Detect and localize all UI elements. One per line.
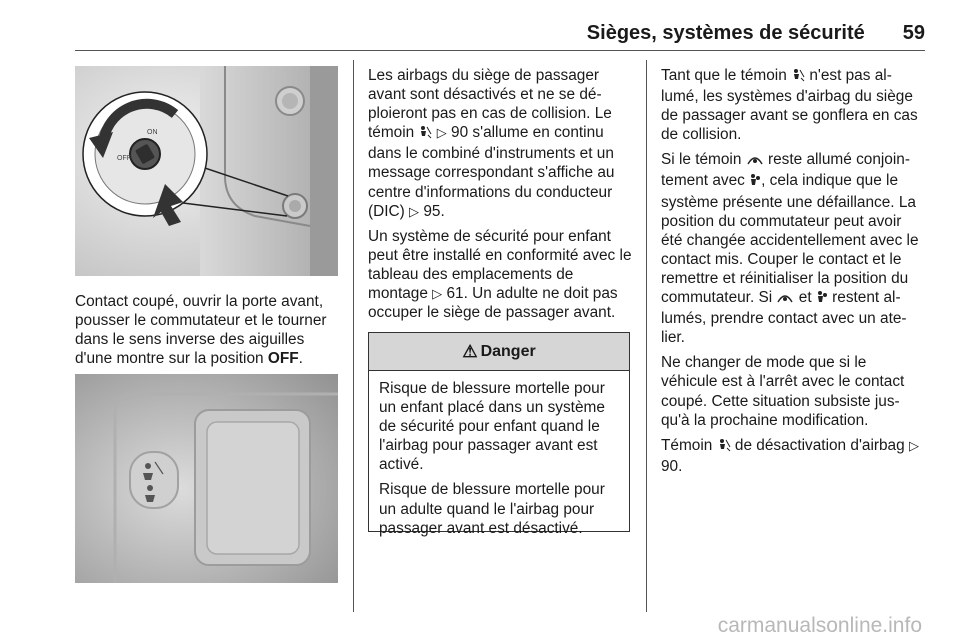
watermark: carmanualsonline.info — [717, 614, 922, 637]
off-position-label: OFF — [267, 350, 299, 368]
airbag-switch-figure — [75, 66, 338, 276]
danger-box — [368, 332, 630, 537]
airbag-warning-icon — [776, 290, 794, 309]
malfunction-paragraph: Si le témoin reste allumé conjoin-tement avec , cela indique que le système présente une défaillance. La position du commutateur peut avoir été changée accidentellement avec le contact mis. Couper le contact et le remettre et réinitialiser la position du commutateur. Si et restent al-lumés, prendre contact avec un ate-lier. — [661, 151, 919, 347]
danger-header — [369, 333, 629, 371]
danger-text-adult: Risque de blessure mortelle pour un adulte quand le l'airbag pour passager avant est désactivé. — [379, 481, 605, 537]
airbag-off-icon — [717, 438, 731, 457]
danger-body — [369, 371, 629, 538]
section-title: Sièges, systèmes de sécurité — [586, 22, 865, 44]
page-ref-icon: ▷ — [432, 286, 443, 302]
airbag-off-icon — [791, 68, 805, 87]
column-3 — [661, 66, 927, 482]
child-seat-paragraph: Un système de sécurité pour enfant peut être installé en conformité avec le tableau des emplacements de montage ▷ 61. Un adulte ne doit pas occuper le siège de passager avant. — [368, 227, 632, 322]
page-ref-icon: ▷ — [409, 203, 420, 219]
danger-text-child: Risque de blessure mortelle pour un enfant placé dans un système de sécurité pour enfant quand le l'airbag pour passager avant est activé. — [379, 380, 605, 474]
page-ref-icon: ▷ — [908, 437, 919, 453]
page-ref-icon: ▷ — [436, 125, 447, 141]
airbag-deactivated-paragraph: Les airbags du siège de passager avant sont désactivés et ne se dé-ploieront pas en cas de collision. Le témoin ▷ 90 s'allume en continu dans le combiné d'instruments et un message correspondant s'affiche au centre d'informations du conducteur (DIC) ▷ 95. — [368, 67, 615, 220]
column-1 — [75, 292, 343, 374]
warning-triangle-icon: ⚠ — [462, 341, 478, 361]
danger-title: Danger — [480, 342, 536, 360]
mode-change-paragraph: Ne changer de mode que si le véhicule est à l'arrêt avec le contact coupé. Cette situation subsiste jus-qu'à la prochaine modification. — [661, 354, 905, 429]
airbag-on-icon — [749, 173, 761, 192]
switch-off-label: OFF — [117, 155, 131, 162]
instruction-paragraph: Contact coupé, ouvrir la porte avant, pousser le commutateur et le tourner dans le sens inverse des aiguilles d'une montre sur la position OFF. — [75, 293, 327, 368]
airbag-active-paragraph: Tant que le témoin n'est pas al-lumé, les systèmes d'airbag du siège de passager avant se gonflera en cas de collision. — [661, 67, 918, 144]
header-rule — [75, 50, 925, 51]
door-switch-figure — [75, 374, 338, 583]
airbag-on-icon — [816, 290, 828, 309]
airbag-indicator-paragraph: Témoin de désactivation d'airbag ▷ 90. — [661, 436, 919, 475]
column-2 — [368, 66, 632, 328]
airbag-off-icon — [418, 125, 432, 144]
airbag-warning-icon — [746, 152, 764, 171]
page-number: 59 — [902, 22, 925, 44]
column-divider-1 — [353, 60, 354, 612]
column-divider-2 — [646, 60, 647, 612]
page-header — [75, 22, 925, 45]
switch-on-label: ON — [147, 129, 158, 136]
